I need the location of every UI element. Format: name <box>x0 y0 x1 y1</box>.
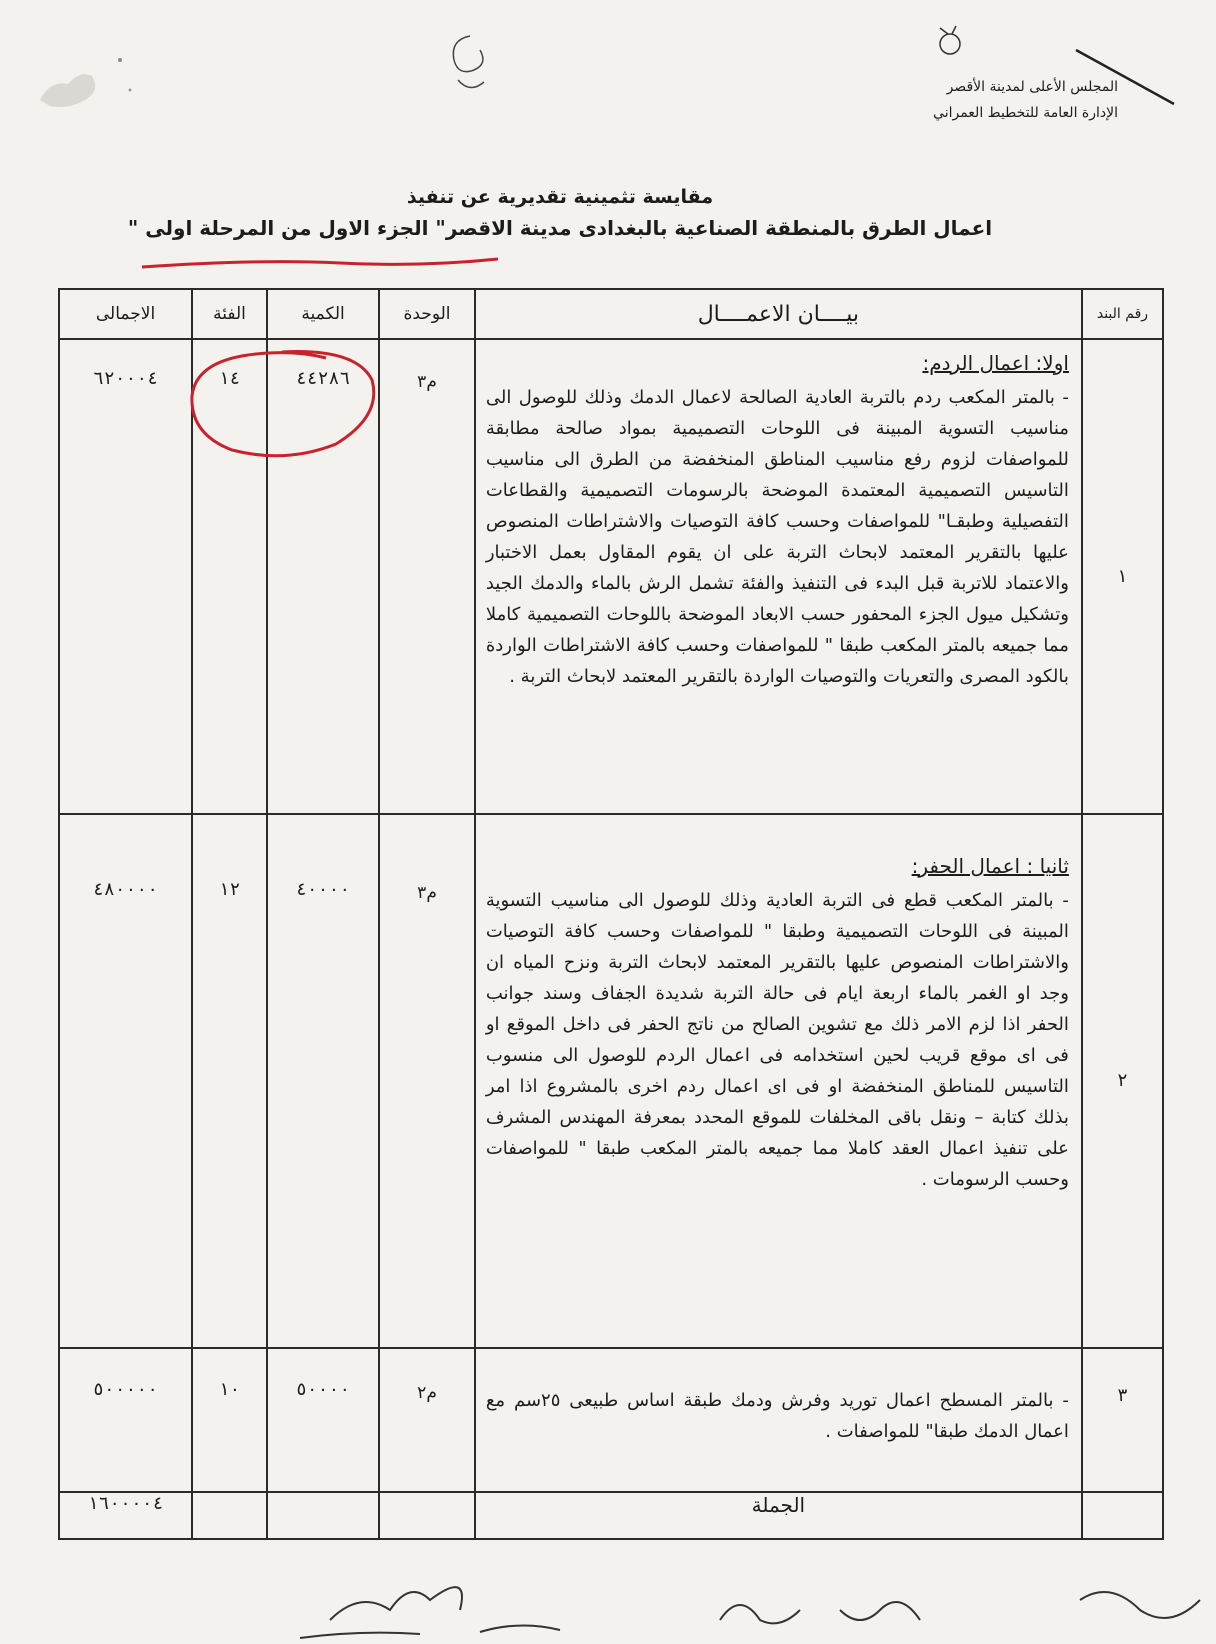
cell-description <box>475 1348 1082 1492</box>
cell-item-no: ٣ <box>1082 1348 1163 1492</box>
cell-rate: ١٠ <box>192 1348 267 1492</box>
grand-total: ١٦٠٠٠٠٤ <box>59 1492 192 1539</box>
handwritten-mark-top <box>440 30 500 100</box>
cell-total: ٥٠٠٠٠٠ <box>59 1348 192 1492</box>
cell-item-no: ١ <box>1082 339 1163 814</box>
cell-unit: م٢ <box>379 1348 475 1492</box>
header-total: الاجمالى <box>59 289 192 339</box>
table-row <box>59 814 1163 1348</box>
cell-description <box>475 339 1082 814</box>
total-row <box>59 1492 1163 1539</box>
org-header-line-1: المجلس الأعلى لمدينة الأقصر <box>946 79 1118 95</box>
cell-quantity: ٥٠٠٠٠ <box>267 1348 379 1492</box>
cell-total: ٤٨٠٠٠٠ <box>59 814 192 1348</box>
header-unit: الوحدة <box>379 289 475 339</box>
cell-empty <box>1082 1492 1163 1539</box>
header-description: بيــــان الاعمــــال <box>475 289 1082 339</box>
pen-strike-mark <box>876 48 1176 108</box>
cell-unit: م٣ <box>379 814 475 1348</box>
red-underline-annotation <box>140 255 500 275</box>
cell-description <box>475 814 1082 1348</box>
item-description: - بالمتر المكعب ردم بالتربة العادية الصالحة لاعمال الدمك وذلك للوصول الى مناسيب التسوية المبينة فى اللوحات التصميمية بمواد صالحة مطابقة للمواصفات لزوم رفع مناسيب المناطق المنخفضة من الطرق الى مناسيب التاسيس التصميمية المعتمدة الموضحة بالرسومات التصميمية والقطاعات التفصيلية وطبقـا" للمواصفات وحسب كافة التوصيات والاشتراطات المنصوص عليها بالتقرير المعتمد لابحاث التربة على ان يقوم المقاول بعمل الاختبار والاعتماد للاتربة قبل البدء فى التنفيذ والفئة تشمل الرش بالماء والدمك الجيد وتشكيل ميول الجزء المحفور حسب الابعاد الموضحة باللوحات التصميمية كاملا مما جميعه بالمتر المكعب طبقا " للمواصفات وحسب كافة الاشتراطات الواردة بالكود المصرى والتعريات والتوصيات الواردة بالتقرير المعتمد لابحاث التربة . <box>485 387 1069 687</box>
cell-empty <box>192 1492 267 1539</box>
section-heading: ثانيا : اعمال الحفر: <box>911 853 1069 878</box>
cell-quantity: ٤٤٢٨٦ <box>267 339 379 814</box>
paper-scuff-mark <box>30 40 150 120</box>
document-title <box>120 183 1000 245</box>
table-row <box>59 1348 1163 1492</box>
title-line-2: اعمال الطرق بالمنطقة الصناعية بالبغدادى مدينة الاقصر" الجزء الاول من المرحلة اولى " <box>127 216 993 240</box>
bill-of-quantities-table <box>58 288 1164 1540</box>
signature-scribbles <box>0 1550 1216 1644</box>
table-row <box>59 339 1163 814</box>
header-quantity: الكمية <box>267 289 379 339</box>
item-description: - بالمتر المكعب قطع فى التربة العادية وذلك للوصول الى مناسيب التسوية المبينة فى اللوحات التصميمية وطبقا " للمواصفات وحسب كافة التوصيات والاشتراطات المنصوص عليها بالتقرير المعتمد لابحاث التربة ونزح المياه ان وجد او الغمر بالماء اربعة ايام فى حالة التربة شديدة الجفاف وسند جوانب الحفر اذا لزم الامر ذلك مع تشوين الصالح من ناتج الحفر فى داخل الموقع او فى اى موقع قريب لحين استخدامه فى اعمال الردم للوصول الى منسوب التاسيس للمناطق المنخفضة او فى اى اعمال ردم اخرى بالمشروع اذا امر بذلك كتابة – ونقل باقى المخلفات للموقع المحدد بمعرفة المهندس المشرف على تنفيذ اعمال العقد كاملا مما جميعه بالمتر المكعب طبقا " للمواصفات وحسب الرسومات . <box>485 889 1069 1190</box>
cell-item-no: ٢ <box>1082 814 1163 1348</box>
cell-rate: ١٢ <box>192 814 267 1348</box>
title-line-1: مقايسة تثمينية تقديرية عن تنفيذ <box>406 186 714 208</box>
cell-empty <box>379 1492 475 1539</box>
cell-unit: م٣ <box>379 339 475 814</box>
cell-rate: ١٤ <box>192 339 267 814</box>
cell-quantity: ٤٠٠٠٠ <box>267 814 379 1348</box>
table-header-row <box>59 289 1163 339</box>
header-item-no: رقم البند <box>1082 289 1163 339</box>
org-header-line-2: الإدارة العامة للتخطيط العمراني <box>933 105 1118 121</box>
section-heading: اولا: اعمال الردم: <box>922 351 1069 375</box>
item-description: - بالمتر المسطح اعمال توريد وفرش ودمك طبقة اساس طبيعى ٢٥سم مع اعمال الدمك طبقا" للمواصفات . <box>485 1389 1069 1442</box>
cell-empty <box>267 1492 379 1539</box>
header-rate: الفئة <box>192 289 267 339</box>
cell-total: ٦٢٠٠٠٤ <box>59 339 192 814</box>
total-label: الجملة <box>475 1492 1082 1539</box>
